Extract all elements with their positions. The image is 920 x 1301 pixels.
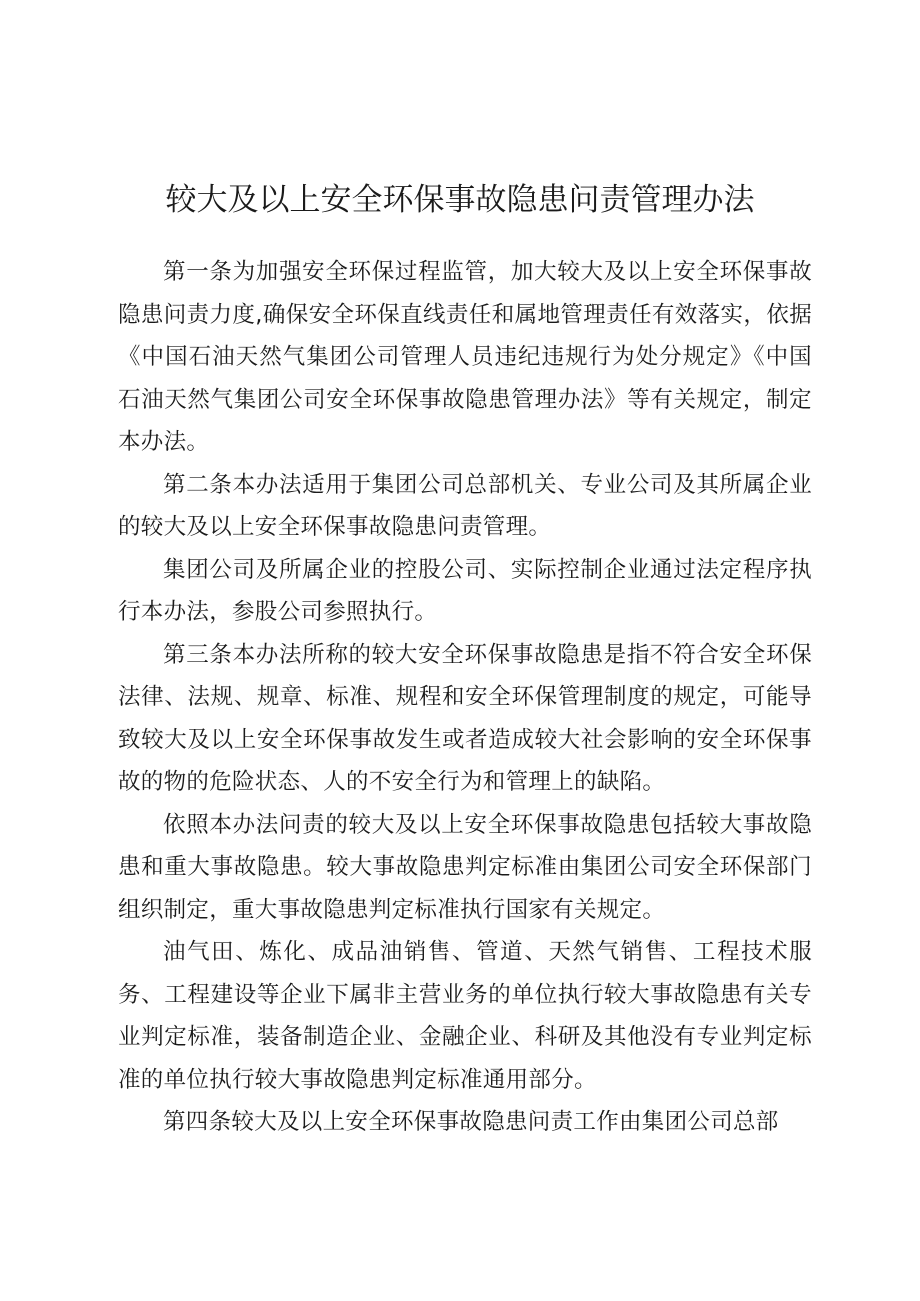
- article-3-paragraph: 第三条本办法所称的较大安全环保事故隐患是指不符合安全环保法律、法规、规章、标准、规程和安全环保管理制度的规定，可能导致较大及以上安全环保事故发生或者造成较大社会影响的安全环保事故的物的危险状态、人的不安全行为和管理上的缺陷。: [118, 641, 812, 795]
- document-title: 较大及以上安全环保事故隐患问责管理办法: [165, 182, 755, 218]
- article-3-standards-paragraph: 油气田、炼化、成品油销售、管道、天然气销售、工程技术服务、工程建设等企业下属非主营业务的单位执行较大事故隐患有关专业判定标准，装备制造企业、金融企业、科研及其他没有专业判定标准的单位执行较大事故隐患判定标准通用部分。: [118, 939, 812, 1093]
- article-2-paragraph: 第二条本办法适用于集团公司总部机关、专业公司及其所属企业的较大及以上安全环保事故隐患问责管理。: [118, 471, 812, 540]
- article-1-paragraph: 第一条为加强安全环保过程监管，加大较大及以上安全环保事故隐患问责力度,确保安全环保直线责任和属地管理责任有效落实，依据《中国石油天然气集团公司管理人员违纪违规行为处分规定》《中国石油天然气集团公司安全环保事故隐患管理办法》等有关规定，制定本办法。: [118, 259, 812, 455]
- article-4-paragraph: 第四条较大及以上安全环保事故隐患问责工作由集团公司总部: [163, 1109, 779, 1135]
- article-2-holding-companies-paragraph: 集团公司及所属企业的控股公司、实际控制企业通过法定程序执行本办法，参股公司参照执行。: [118, 556, 812, 625]
- document-body: [118, 251, 812, 1144]
- article-3-hazard-scope-paragraph: 依照本办法问责的较大及以上安全环保事故隐患包括较大事故隐患和重大事故隐患。较大事故隐患判定标准由集团公司安全环保部门组织制定，重大事故隐患判定标准执行国家有关规定。: [118, 811, 812, 923]
